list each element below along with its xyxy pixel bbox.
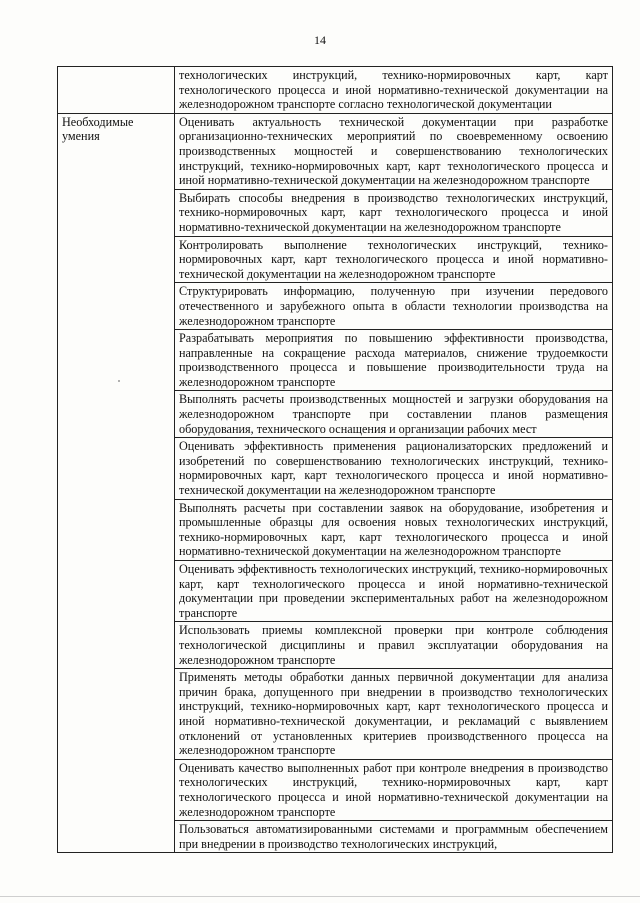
table-row [58,113,613,189]
table-row [58,67,613,114]
row-text: Оценивать эффективность применения рационализаторских предложений и изобретений по совершенствованию технологических инструкций, технико-нормировочных карт, карт технологического процесса и иной нормативно-технической документации на железнодорожном транспорте [175,438,613,499]
skills-table [57,66,613,853]
row-text: Оценивать качество выполненных работ при контроле внедрения в производство технологических инструкций, технико-нормировочных карт, карт технологического процесса и иной нормативно-технической документации на железнодорожном транспорте [175,759,613,820]
page-number: 14 [314,33,326,47]
row-text: Контролировать выполнение технологических инструкций, технико-нормировочных карт, карт технологического процесса и иной нормативно-технической документации на железнодорожном транспорте [175,236,613,283]
row-label [58,67,175,114]
scan-speck [118,380,120,382]
row-label-required-skills: Необходимые умения [58,113,175,853]
row-text: Оценивать актуальность технической документации при разработке организационно-технических мероприятий по своевременному освоению производственных мощностей и совершенствованию технологических инструкций, технико-нормировочных карт, карт технологического процесса и иной нормативно-технической документации на железнодорожном транспорте [175,113,613,189]
row-text: Оценивать эффективность технологических инструкций, технико-нормировочных карт, карт технологического процесса и иной нормативно-технической документации при проведении экспериментальных работ на железнодорожном транспорте [175,561,613,622]
row-text: Использовать приемы комплексной проверки при контроле соблюдения технологической дисциплины и правил эксплуатации оборудования на железнодорожном транспорте [175,622,613,669]
row-text: Выполнять расчеты при составлении заявок на оборудование, изобретения и промышленные образцы для освоения новых технологических инструкций, технико-нормировочных карт, карт технологического процесса и иной нормативно-технической документации на железнодорожном транспорте [175,499,613,560]
row-text: Выполнять расчеты производственных мощностей и загрузки оборудования на железнодорожном транспорте при составлении планов размещения оборудования, технического оснащения и организации рабочих мест [175,391,613,438]
row-text: Применять методы обработки данных первичной документации для анализа причин брака, допущенного при внедрении в производство технологических инструкций, технико-нормировочных карт, карт технологического процесса и иной нормативно-технической документации, и рекламаций с выявлением отклонений от установленных критериев производственного процесса на железнодорожном транспорте [175,669,613,760]
row-text: технологических инструкций, технико-нормировочных карт, карт технологического процесса и иной нормативно-технической документации на железнодорожном транспорте согласно технологической документации [175,67,613,114]
row-text: Выбирать способы внедрения в производство технологических инструкций, технико-нормировочных карт, карт технологического процесса и иной нормативно-технической документации на железнодорожном транспорте [175,189,613,236]
row-text: Пользоваться автоматизированными системами и программным обеспечением при внедрении в производство технологических инструкций, [175,821,613,853]
row-text: Разрабатывать мероприятия по повышению эффективности производства, направленные на сокращение расхода материалов, снижение трудоемкости производственного процесса и повышение производительности труда на железнодорожном транспорте [175,330,613,391]
row-text: Структурировать информацию, полученную при изучении передового отечественного и зарубежного опыта в области технологии производства на железнодорожном транспорте [175,283,613,330]
page-bottom-edge [0,896,640,897]
